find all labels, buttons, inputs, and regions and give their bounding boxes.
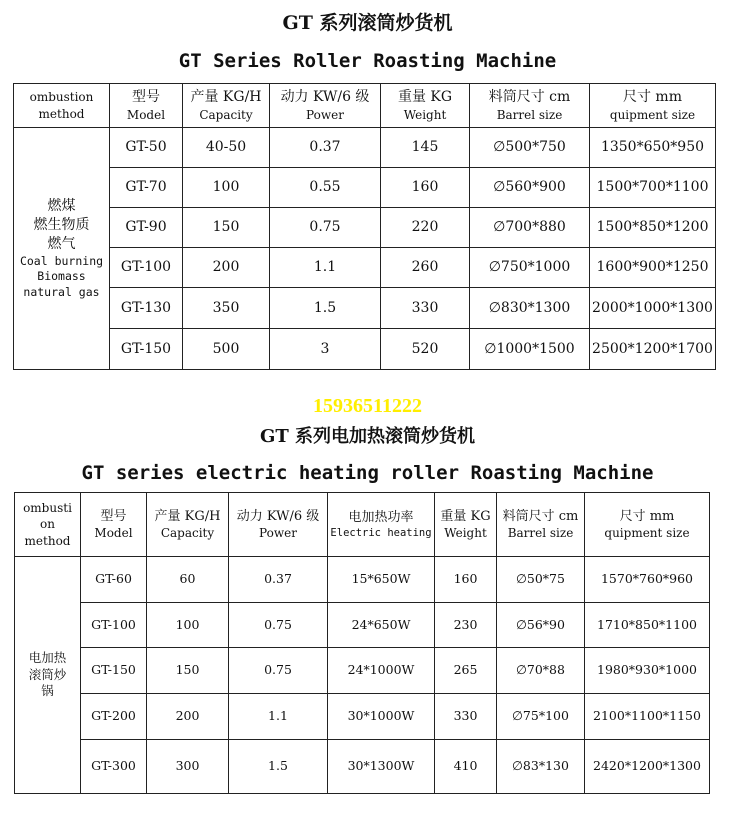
capacity-cell: 100 <box>147 603 229 648</box>
barrel-cell: ∅75*100 <box>497 694 585 740</box>
capacity-cell: 40-50 <box>183 128 270 168</box>
table-row <box>15 694 710 740</box>
table2-header-weight: 重量 KG Weight <box>435 493 497 557</box>
table-row <box>14 128 716 168</box>
table2-fuel-cell: 电加热 滚筒炒 锅 <box>15 557 81 794</box>
size-cell: 2000*1000*1300 <box>590 288 716 329</box>
power-cell: 0.37 <box>229 557 328 603</box>
table2-header-method: ombusti on method <box>15 493 81 557</box>
model-cell: GT-150 <box>110 329 183 370</box>
table-row <box>14 329 716 370</box>
table2-header-capacity: 产量 KG/H Capacity <box>147 493 229 557</box>
size-cell: 2500*1200*1700 <box>590 329 716 370</box>
size-cell: 1500*850*1200 <box>590 208 716 248</box>
heating-cell: 24*1000W <box>328 648 435 694</box>
power-cell: 1.1 <box>229 694 328 740</box>
weight-cell: 145 <box>381 128 470 168</box>
power-cell: 0.75 <box>229 648 328 694</box>
heating-cell: 30*1300W <box>328 740 435 794</box>
title-cn-2: GT 系列电加热滚筒炒货机 <box>259 426 476 447</box>
title-cn-1: GT 系列滚筒炒货机 <box>282 12 453 34</box>
table2-header-heating: 电加热功率 Electric heating <box>328 493 435 557</box>
model-cell: GT-150 <box>81 648 147 694</box>
spec-table-1 <box>13 83 716 370</box>
capacity-cell: 150 <box>147 648 229 694</box>
capacity-cell: 100 <box>183 168 270 208</box>
model-cell: GT-300 <box>81 740 147 794</box>
table1-header-weight: 重量 KG Weight <box>381 84 470 128</box>
table1-header-power: 动力 KW/6 级 Power <box>270 84 381 128</box>
model-cell: GT-130 <box>110 288 183 329</box>
capacity-cell: 200 <box>147 694 229 740</box>
capacity-cell: 300 <box>147 740 229 794</box>
size-cell: 2100*1100*1150 <box>585 694 710 740</box>
power-cell: 3 <box>270 329 381 370</box>
weight-cell: 330 <box>381 288 470 329</box>
table-row <box>15 603 710 648</box>
table-row <box>15 557 710 603</box>
table1-header-model: 型号 Model <box>110 84 183 128</box>
table1-header-capacity: 产量 KG/H Capacity <box>183 84 270 128</box>
weight-cell: 410 <box>435 740 497 794</box>
weight-cell: 160 <box>381 168 470 208</box>
size-cell: 1600*900*1250 <box>590 248 716 288</box>
capacity-cell: 350 <box>183 288 270 329</box>
phone-number: 15936511222 <box>313 395 422 417</box>
power-cell: 0.37 <box>270 128 381 168</box>
barrel-cell: ∅830*1300 <box>470 288 590 329</box>
barrel-cell: ∅70*88 <box>497 648 585 694</box>
table2-header-barrel: 料筒尺寸 cm Barrel size <box>497 493 585 557</box>
size-cell: 1350*650*950 <box>590 128 716 168</box>
model-cell: GT-50 <box>110 128 183 168</box>
weight-cell: 330 <box>435 694 497 740</box>
size-cell: 1570*760*960 <box>585 557 710 603</box>
weight-cell: 260 <box>381 248 470 288</box>
table-row <box>15 648 710 694</box>
table-row <box>14 248 716 288</box>
weight-cell: 520 <box>381 329 470 370</box>
weight-cell: 160 <box>435 557 497 603</box>
model-cell: GT-100 <box>81 603 147 648</box>
spec-table-2 <box>14 492 710 794</box>
size-cell: 1710*850*1100 <box>585 603 710 648</box>
barrel-cell: ∅56*90 <box>497 603 585 648</box>
barrel-cell: ∅500*750 <box>470 128 590 168</box>
table1-header-barrel: 料筒尺寸 cm Barrel size <box>470 84 590 128</box>
power-cell: 1.5 <box>229 740 328 794</box>
model-cell: GT-70 <box>110 168 183 208</box>
weight-cell: 265 <box>435 648 497 694</box>
model-cell: GT-90 <box>110 208 183 248</box>
model-cell: GT-100 <box>110 248 183 288</box>
table2-header-power: 动力 KW/6 级 Power <box>229 493 328 557</box>
table-row <box>14 208 716 248</box>
power-cell: 0.75 <box>229 603 328 648</box>
power-cell: 0.55 <box>270 168 381 208</box>
table2-header-row <box>15 493 710 557</box>
weight-cell: 230 <box>435 603 497 648</box>
barrel-cell: ∅50*75 <box>497 557 585 603</box>
heating-cell: 15*650W <box>328 557 435 603</box>
barrel-cell: ∅83*130 <box>497 740 585 794</box>
power-cell: 1.1 <box>270 248 381 288</box>
size-cell: 1500*700*1100 <box>590 168 716 208</box>
barrel-cell: ∅700*880 <box>470 208 590 248</box>
capacity-cell: 150 <box>183 208 270 248</box>
table-row <box>14 288 716 329</box>
weight-cell: 220 <box>381 208 470 248</box>
size-cell: 2420*1200*1300 <box>585 740 710 794</box>
capacity-cell: 60 <box>147 557 229 603</box>
capacity-cell: 200 <box>183 248 270 288</box>
capacity-cell: 500 <box>183 329 270 370</box>
model-cell: GT-200 <box>81 694 147 740</box>
heating-cell: 24*650W <box>328 603 435 648</box>
table1-header-method: ombustion method <box>14 84 110 128</box>
table2-header-model: 型号 Model <box>81 493 147 557</box>
title-en-1: GT Series Roller Roasting Machine <box>178 50 557 72</box>
table1-fuel-cell: 燃煤 燃生物质 燃气 Coal burning Biomass natural gas <box>14 128 110 370</box>
table-row <box>15 740 710 794</box>
barrel-cell: ∅1000*1500 <box>470 329 590 370</box>
power-cell: 0.75 <box>270 208 381 248</box>
table2-header-size: 尺寸 mm quipment size <box>585 493 710 557</box>
heating-cell: 30*1000W <box>328 694 435 740</box>
size-cell: 1980*930*1000 <box>585 648 710 694</box>
title-en-2: GT series electric heating roller Roasting Machine <box>81 462 654 484</box>
table1-header-size: 尺寸 mm quipment size <box>590 84 716 128</box>
barrel-cell: ∅750*1000 <box>470 248 590 288</box>
table-row <box>14 168 716 208</box>
barrel-cell: ∅560*900 <box>470 168 590 208</box>
power-cell: 1.5 <box>270 288 381 329</box>
model-cell: GT-60 <box>81 557 147 603</box>
table1-header-row <box>14 84 716 128</box>
